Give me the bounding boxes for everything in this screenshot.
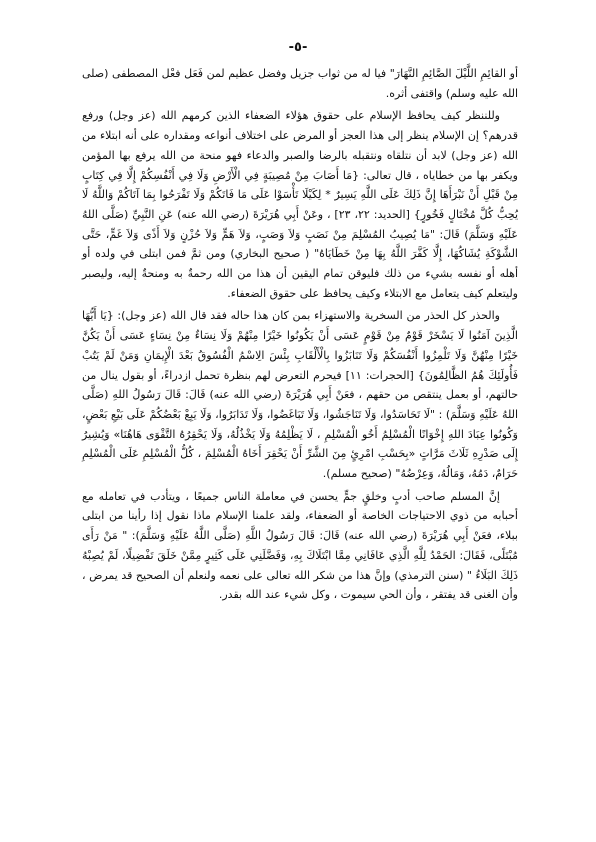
paragraph-2: وللننظر كيف يحافظ الإسلام على حقوق هؤلاء الضعفاء الذين كرمهم الله (عز وجل) ورفع قدرهم؟ إن الإسلام ينظر إلى هذا العجز أو المرض على اختلاف أنواعه ومقداره على أنه ابتلاء من الله (عز وجل) لابد أن نتلقاه ونتقبله بالرضا والصبر والدعاء فهو منحة من الله يرفع بها المؤمن ويكفر بها من خطاياه ، قال تعالى: {مَا أَصَابَ مِنْ مُصِيبَةٍ فِي الْأَرْضِ وَلَا فِي أَنْفُسِكُمْ إِلَّا فِي كِتَابٍ مِنْ قَبْلِ أَنْ نَبْرَأَهَا إِنَّ ذَلِكَ عَلَى اللَّهِ يَسِيرٌ * لِكَيْلَا تَأْسَوْا عَلَى مَا فَاتَكُمْ وَلَا تَفْرَحُوا بِمَا آتَاكُمْ وَاللَّهُ لَا يُحِبُّ كُلَّ مُخْتَالٍ فَخُورٍ} [الحديد: ٢٢، ٢٣] ، وعَنْ أَبِي هُرَيْرَةَ (رضي الله عنه) عَنِ النَّبِيِّ (صَلَّى اللهُ عَلَيْهِ وَسَلَّمَ) قَالَ: "مَا يُصِيبُ المُسْلِمَ مِنْ نَصَبٍ وَلاَ وَصَبٍ، وَلاَ هَمٍّ وَلاَ حُزْنٍ وَلاَ أَذًى وَلاَ غَمٍّ، حَتَّى الشَّوْكَةِ يُشَاكُهَا، إِلَّا كَفَّرَ اللَّهُ بِهَا مِنْ خَطَايَاهُ" ( صحيح البخاري) ومن ثمَّ فمن ابتلى في ولده أو أهله أو نفسه بشيء من ذلك فليوقن تمام اليقين أن هذا من الله رحمةٌ به ومنحةٌ إليه، وليصبر وليتعلم كيف يتعامل مع الابتلاء وكيف يحافظ على حقوق الضعفاء.: [82, 109, 519, 300]
paragraph-1: أو القائِمِ اللَّيْلَ الصَّائِمِ النَّهَارَ" فيا له من ثواب جزيل وفضل عظيم لمن فَعَل فعْل المصطفى (صلى الله عليه وسلم) واقتفى أثره.: [82, 67, 518, 100]
paragraph-4: إنَّ المسلم صاحب أدبٍ وخلقٍ جمٍّ يحسن في معاملة الناس جميعًا ، ويتأدب في تعامله مع أحبابه من ذوي الاحتياجات الخاصة أو الضعفاء، ولقد علمنا الإسلام ماذا نقول إذا رأينا من ابتلى ببلاء، فعَنْ أَبِي هُرَيْرَةَ (رضي الله عنه) قَالَ: قَالَ رَسُولُ اللَّهِ (صَلَّى اللَّهُ عَلَيْهِ وَسَلَّمَ): " مَنْ رَأَى مُبْتَلًى، فَقَالَ: الحَمْدُ لِلَّهِ الَّذِي عَافَانِي مِمَّا ابْتَلَاكَ بِهِ، وَفَضَّلَنِي عَلَى كَثِيرٍ مِمَّنْ خَلَقَ تَفْضِيلًا، لَمْ يُصِبْهُ ذَلِكَ البَلَاءُ " (سنن الترمذي) وإنَّ هذا من شكر الله تعالى على نعمه ولنعلم أن الصحيح قد يمرض ، وأن الغنى قد يفتقر ، وأن الحي سيموت ، وكل شيء عند الله بقدر.: [82, 489, 518, 602]
page-number: -٥-: [288, 40, 308, 55]
page-body: [82, 64, 518, 608]
paragraph-3: والحذر كل الحذر من السخرية والاستهزاء بمن كان هذا حاله فقد قال الله (عز وجل): {يَا أَيُّهَا الَّذِينَ آمَنُوا لَا يَسْخَرْ قَوْمٌ مِنْ قَوْمٍ عَسَى أَنْ يَكُونُوا خَيْرًا مِنْهُمْ وَلَا نِسَاءٌ مِنْ نِسَاءٍ عَسَى أَنْ يَكُنَّ خَيْرًا مِنْهُنَّ وَلَا تَلْمِزُوا أَنْفُسَكُمْ وَلَا تَنَابَزُوا بِالْأَلْقَابِ بِئْسَ الِاسْمُ الْفُسُوقُ بَعْدَ الْإِيمَانِ وَمَنْ لَمْ يَتُبْ فَأُولَئِكَ هُمُ الظَّالِمُونَ} [الحجرات: ١١] فيحرم التعرض لهم بنظرة تحمل ازدراءً، أو بقول ينال من حالتهم، أو بعمل ينتقص من حقهم ، فعَنْ أَبِي هُرَيْرَةَ (رضي الله عنه) قَالَ: قَالَ رَسُولُ اللهِ (صَلَّى اللهُ عَلَيْهِ وَسَلَّمَ) : "لَا تَحَاسَدُوا، وَلَا تَنَاجَشُوا، وَلَا تَبَاغَضُوا، وَلَا تَدَابَرُوا، وَلَا يَبِعْ بَعْضُكُمْ عَلَى بَيْعِ بَعْضٍ، وَكُونُوا عِبَادَ اللهِ إِخْوَانًا الْمُسْلِمُ أَخُو الْمُسْلِمِ ، لَا يَظْلِمُهُ وَلَا يَخْذُلُهُ، وَلَا يَحْقِرُهُ التَّقْوَى هَاهُنَا» وَيُشِيرُ إِلَى صَدْرِهِ ثَلَاثَ مَرَّاتٍ «بِحَسْبِ امْرِئٍ مِنَ الشَّرِّ أَنْ يَحْقِرَ أَخَاهُ الْمُسْلِمَ ، كُلُّ الْمُسْلِمِ عَلَى الْمُسْلِمِ حَرَامٌ، دَمُهُ، وَمَالُهُ، وَعِرْضُهُ" (صحيح مسلم).: [82, 309, 518, 481]
